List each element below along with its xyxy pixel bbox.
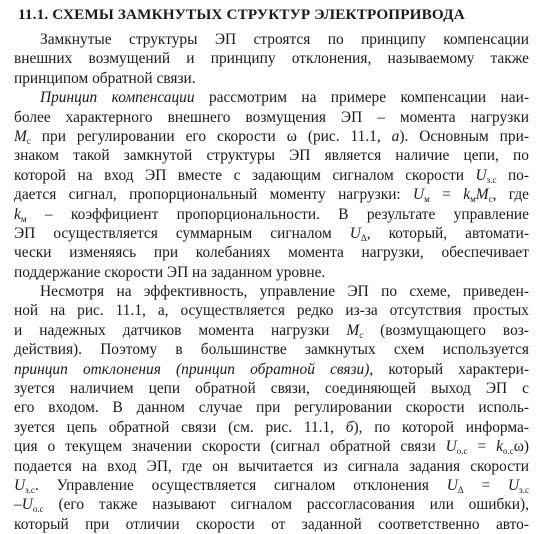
text-line: принципом обратной связи. xyxy=(14,69,196,87)
text-line: ной на рис. 11.1, а, осуществляется редко из-за отсутствия простых xyxy=(14,302,529,320)
text-span: (возмущающего воз- xyxy=(363,321,529,339)
text-line: поддержание скорости ЭП на заданном уровне. xyxy=(14,263,326,281)
text-span: = xyxy=(463,476,509,494)
text-span: рассмотрим на примере компенсации наи- xyxy=(194,89,529,107)
text-span: ω) xyxy=(513,438,529,456)
text-line: более характерного внешнего возмущения ЭП – момента нагрузки xyxy=(14,108,529,126)
subscript: з.с xyxy=(519,484,529,495)
text-line xyxy=(14,360,529,379)
text-line xyxy=(14,418,529,437)
text-line xyxy=(14,495,529,514)
subscript: з.с xyxy=(486,174,497,185)
term-feedback-principle: принцип отклонения (принцип обратной связи) xyxy=(14,360,370,378)
symbol-u: U xyxy=(446,476,458,494)
text-line: действия). Поэтому в большинстве замкнутых схем используется xyxy=(14,341,529,359)
symbol-u: U xyxy=(349,224,361,242)
symbol-u: U xyxy=(445,438,457,456)
text-line: который при отличии скорости от заданной соответственно авто- xyxy=(14,515,529,533)
text-span: по- xyxy=(496,166,529,184)
paragraph-intro xyxy=(14,30,529,88)
symbol-k: k xyxy=(496,438,503,456)
text-span: . Управление осуществляется сигналом отклонения xyxy=(34,476,447,494)
text-line: знаком такой замкнутой структуры ЭП является наличие цепи, по xyxy=(14,147,529,165)
paragraph-compensation xyxy=(14,88,529,282)
text-span: (его также называют сигналом рассогласования или ошибки), xyxy=(43,496,529,514)
text-line: Замкнутые структуры ЭП строятся по принципу компенсации xyxy=(40,31,529,48)
text-span: дается сигнал, пропорциональный моменту нагрузки: xyxy=(14,186,414,204)
section-heading: 11.1. СХЕМЫ ЗАМКНУТЫХ СТРУКТУР ЭЛЕКТРОПРИВОДА xyxy=(18,6,465,23)
text-span: , который характери- xyxy=(369,360,529,378)
text-span: ЭП осуществляется суммарным сигналом xyxy=(14,224,350,242)
text-line xyxy=(14,88,529,107)
subscript: Δ xyxy=(457,484,464,495)
symbol-m: M xyxy=(475,186,489,204)
text-line xyxy=(14,205,529,224)
text-span: при регулировании его скорости ω (рис. 11.1, xyxy=(30,127,392,145)
text-span: , где xyxy=(492,186,529,204)
text-span: ), по которой информа- xyxy=(353,418,529,436)
text-span: ). Основным при- xyxy=(399,127,529,145)
text-span: которой на вход ЭП вместе с задающим сигналом скорости xyxy=(14,166,476,184)
term-compensation: Принцип компенсации xyxy=(40,89,195,107)
document-page xyxy=(14,6,529,534)
text-span: – коэффициент пропорциональности. В результате управление xyxy=(26,205,529,223)
text-line xyxy=(14,321,529,340)
symbol-u: U xyxy=(475,166,487,184)
text-line xyxy=(14,127,529,146)
subscript: о.с xyxy=(32,504,44,515)
text-span: , который, автомати- xyxy=(366,224,529,242)
subscript: м xyxy=(470,194,476,205)
figure-ref: б xyxy=(345,418,354,436)
symbol-m: M xyxy=(14,127,27,145)
text-line xyxy=(14,185,529,204)
symbol-m: M xyxy=(346,321,360,339)
symbol-u: U xyxy=(413,186,425,204)
subscript: с xyxy=(359,329,364,340)
symbol-u: U xyxy=(14,476,26,494)
text-line: внешних возмущений и принципу отклонения, называемому также xyxy=(14,50,529,68)
text-span: и надежных датчиков момента нагрузки xyxy=(14,321,347,339)
text-line: чески изменяясь при колебаниях момента нагрузки, обеспечивает xyxy=(14,244,529,262)
subscript: о.с xyxy=(456,446,468,457)
text-line xyxy=(14,166,529,185)
text-span: = xyxy=(467,438,497,456)
subscript: м xyxy=(20,213,27,224)
symbol-u: U xyxy=(508,476,520,494)
subscript: Δ xyxy=(360,232,367,243)
subscript: о.с xyxy=(502,446,514,457)
symbol-k: k xyxy=(14,205,21,223)
text-line: зуется наличием цепи обратной связи, соединяющей выход ЭП с xyxy=(14,380,529,398)
paragraph-feedback xyxy=(14,282,529,534)
subscript: м xyxy=(424,194,430,205)
subscript: з.с xyxy=(25,484,35,495)
text-line xyxy=(14,437,529,456)
symbol-k: k xyxy=(463,186,471,204)
text-line: его входом. В данном случае при регулировании скорости исполь- xyxy=(14,399,529,417)
text-span: – xyxy=(14,496,22,514)
text-span: зуется цепь обратной связи (см. рис. 11.1, xyxy=(14,418,346,436)
subscript: с xyxy=(488,194,493,205)
text-line: Несмотря на эффективность, управление ЭП по схеме, приведен- xyxy=(40,283,529,301)
symbol-u: U xyxy=(21,496,33,514)
subscript: с xyxy=(26,135,31,146)
text-line xyxy=(14,224,529,243)
text-span: ция о текущем значении скорости (сигнал обратной связи xyxy=(14,438,446,456)
text-line xyxy=(14,476,529,495)
text-line: подается на вход ЭП, где он вычитается из сигнала задания скорости xyxy=(14,457,529,475)
text-span: = xyxy=(429,186,464,204)
figure-ref: а xyxy=(391,127,400,145)
